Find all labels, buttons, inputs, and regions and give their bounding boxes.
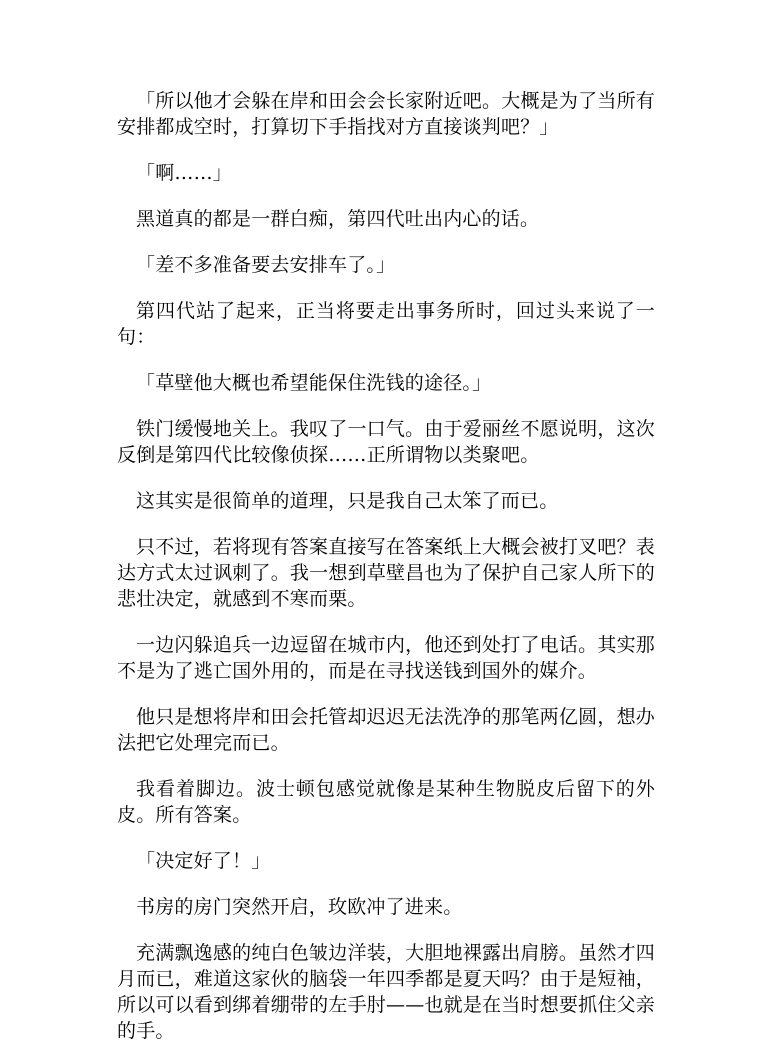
paragraph: 一边闪躲追兵一边逗留在城市内，他还到处打了电话。其实那不是为了逃亡国外用的，而是在寻找送钱到国外的媒介。: [117, 634, 655, 682]
paragraph: 只不过，若将现有答案直接写在答案纸上大概会被打叉吧？表达方式太过讽刺了。我一想到草壁昌也为了保护自己家人所下的悲壮决定，就感到不寒而栗。: [117, 536, 655, 610]
paragraph: 书房的房门突然开启，玫欧冲了进来。: [136, 896, 463, 918]
paragraph: 「啊……」: [136, 162, 233, 184]
paragraph: 「所以他才会躲在岸和田会会长家附近吧。大概是为了当所有安排都成空时，打算切下手指找对方直接谈判吧？」: [117, 90, 655, 138]
paragraph: 「差不多准备要去安排车了。」: [136, 254, 396, 276]
paragraph: 这其实是很简单的道理，只是我自己太笨了而已。: [136, 490, 559, 512]
paragraph: 第四代站了起来，正当将要走出事务所时，回过头来说了一句：: [117, 300, 655, 348]
paragraph: 充满飘逸感的纯白色皱边洋装，大胆地裸露出肩膀。虽然才四月而已，难道这家伙的脑袋一年四季都是夏天吗？由于是短袖，所以可以看到绑着绷带的左手肘——也就是在当时想要抓住父亲的手。: [117, 942, 655, 1042]
paragraph: 「草壁他大概也希望能保住洗钱的途径。」: [136, 372, 492, 394]
paragraph: 黑道真的都是一群白痴，第四代吐出内心的话。: [136, 208, 540, 230]
paragraph: 他只是想将岸和田会托管却迟迟无法洗净的那笔两亿圆，想办法把它处理完而已。: [117, 706, 655, 754]
paragraph: 铁门缓慢地关上。我叹了一口气。由于爱丽丝不愿说明，这次反倒是第四代比较像侦探……正所谓物以类聚吧。: [117, 418, 655, 466]
paragraph: 我看着脚边。波士顿包感觉就像是某种生物脱皮后留下的外皮。所有答案。: [117, 778, 655, 826]
paragraph: 「决定好了！」: [136, 850, 271, 872]
